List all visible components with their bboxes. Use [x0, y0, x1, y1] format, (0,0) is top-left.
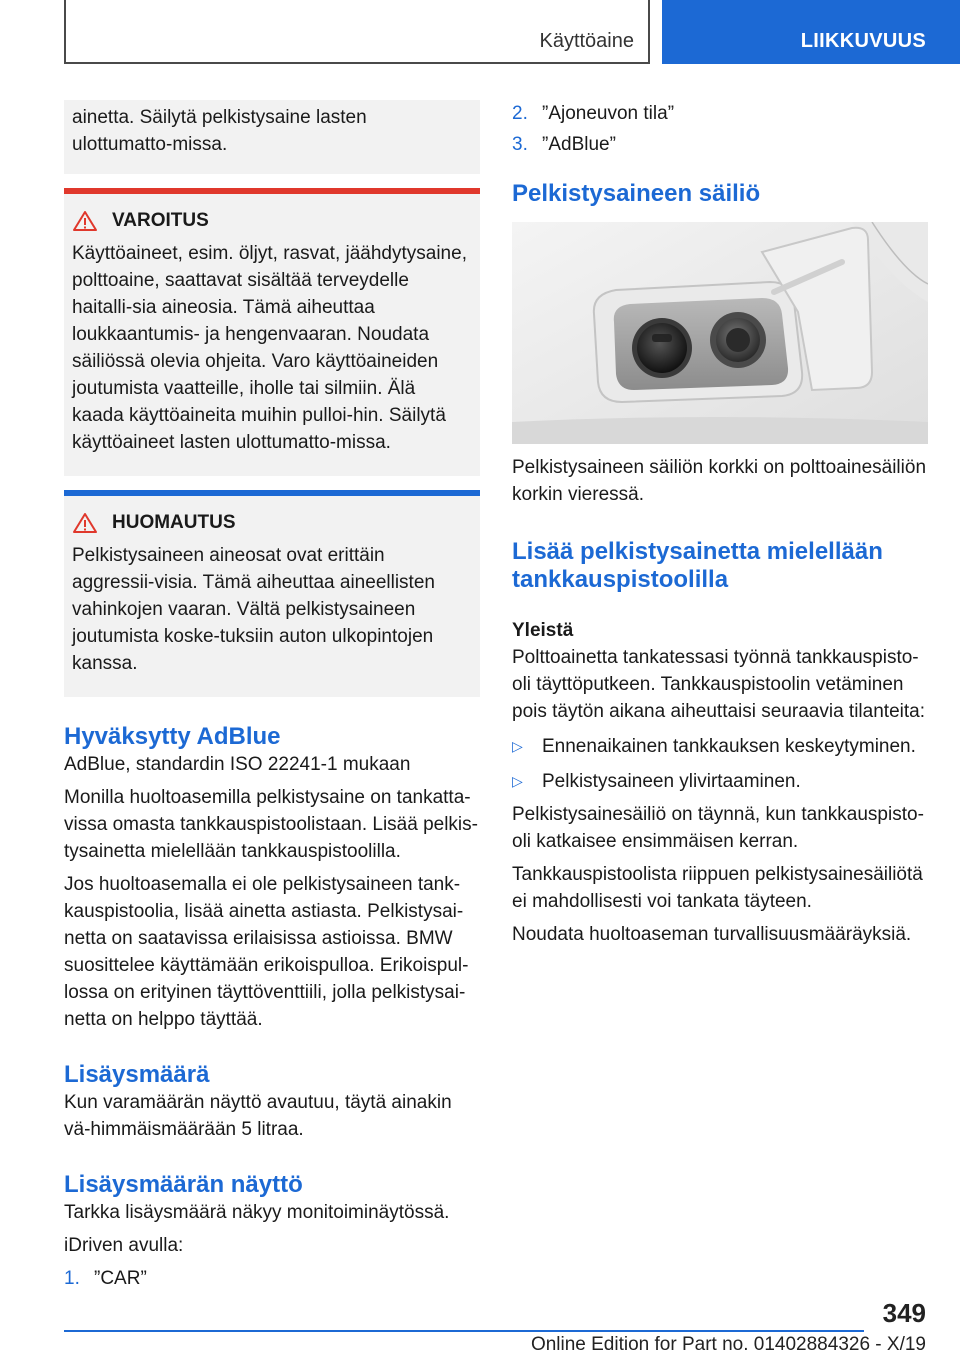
header-section-title: Käyttöaine [539, 30, 634, 52]
warning-box [64, 188, 480, 476]
refill-paragraph-4: Noudata huoltoaseman turvallisuusmääräyksiä. [512, 924, 912, 945]
subheading-general: Yleistä [512, 620, 574, 641]
note-continued-text: ainetta. Säilytä pelkistysaine lasten ulottumatto-missa. [72, 107, 367, 155]
note-box-continued [64, 100, 480, 174]
triangle-bullet-icon: ▷ [512, 738, 523, 754]
heading-approved-adblue: Hyväksytty AdBlue [64, 723, 281, 750]
footer-edition: Online Edition for Part no. 01402884326 - X/19 [530, 1334, 926, 1355]
approved-paragraph-3: Jos huoltoasemalla ei ole pelkistysaineen tank-kauspistoolia, lisää ainetta astiasta. Pelkistysai-netta on saatavissa erilaisissa astioissa. BMW suosittelee käyttämään erikoispulloa. Erikoispul-lossa on erityinen täyttöventtiili, jolla pelkistysai-netta on helppo täyttää. [64, 874, 469, 1030]
bullet-text: Pelkistysaineen ylivirtaaminen. [542, 771, 801, 792]
step-number: 3. [512, 134, 528, 155]
page-number: 349 [882, 1298, 926, 1328]
display-text-2: iDriven avulla: [64, 1235, 184, 1256]
caution-triangle-icon [72, 512, 98, 534]
warning-title: VAROITUS [112, 210, 209, 231]
heading-fill-amount-display: Lisäysmäärän näyttö [64, 1171, 303, 1198]
step-number: 1. [64, 1268, 80, 1289]
tank-cap-photo [512, 222, 928, 444]
header-chapter-tab [662, 0, 960, 64]
fill-amount-text: Kun varamäärän näyttö avautuu, täytä ainakin vä-himmäismäärään 5 litraa. [64, 1092, 452, 1140]
approved-paragraph-2: Monilla huoltoasemilla pelkistysaine on tankatta-vissa omasta tankkauspistoolistaan. Lisää pelkis-tysainetta mielellään tankkauspistoolilla. [64, 787, 478, 862]
header-chapter-title: LIIKKUVUUS [800, 30, 926, 52]
notice-title-row [72, 508, 472, 538]
notice-box [64, 490, 480, 697]
list-item [512, 768, 928, 795]
step-number: 2. [512, 103, 528, 124]
notice-title: HUOMAUTUS [112, 512, 236, 533]
warning-title-row [72, 206, 472, 236]
approved-standard-text: AdBlue, standardin ISO 22241-1 mukaan [64, 754, 411, 775]
list-item [64, 1265, 480, 1292]
list-item [512, 733, 928, 760]
heading-fill-amount: Lisäysmäärä [64, 1061, 210, 1088]
heading-tank: Pelkistysaineen säiliö [512, 180, 761, 207]
triangle-bullet-icon: ▷ [512, 773, 523, 789]
list-item [512, 131, 928, 158]
step-text: ”Ajoneuvon tila” [542, 103, 675, 124]
step-text: ”AdBlue” [542, 134, 616, 155]
step-text: ”CAR” [94, 1268, 147, 1289]
right-column [512, 100, 928, 948]
refill-paragraph-1: Polttoainetta tankatessasi työnnä tankkauspisto-oli täyttöputkeen. Tankkauspistoolin vetäminen pois täytön aikana aiheuttaisi seuraavia tilanteita: [512, 647, 925, 722]
display-text-1: Tarkka lisäysmäärä näkyy monitoiminäytössä. [64, 1202, 450, 1223]
refill-paragraph-3: Tankkauspistoolista riippuen pelkistysainesäiliötä ei mahdollisesti voi tankata täyteen. [512, 864, 923, 912]
tank-caption: Pelkistysaineen säiliön korkki on polttoainesäiliön korkin vieressä. [512, 457, 927, 505]
heading-refill-with-nozzle: Lisää pelkistysainetta mielellään tankkauspistoolilla [512, 538, 883, 593]
header-section-tab [64, 0, 650, 64]
warning-triangle-icon [72, 210, 98, 232]
refill-paragraph-2: Pelkistysainesäiliö on täynnä, kun tankkauspisto-oli katkaisee ensimmäisen kerran. [512, 804, 924, 852]
list-item [512, 100, 928, 127]
warning-text: Käyttöaineet, esim. öljyt, rasvat, jäähdytysaine, polttoaine, saattavat sisältää terveydelle haitalli-sia aineosia. Tämä aiheuttaa loukkaantumis- ja hengenvaaran. Noudata säiliössä olevia ohjeita. Varo käyttöaineiden joutumista vaatteille, iholle tai silmiin. Älä kaada käyttöaineita muihin pulloi-hin. Säilytä käyttöaineet lasten ulottumatto-missa. [72, 243, 467, 453]
bullet-text: Ennenaikainen tankkauksen keskeytyminen. [542, 736, 916, 757]
left-column [64, 100, 480, 1292]
notice-text: Pelkistysaineen aineosat ovat erittäin aggressii-visia. Tämä aiheuttaa aineellisten vahinkojen vaaran. Vältä pelkistysaineen joutumista koske-tuksiin auton ulkopintojen kanssa. [72, 545, 435, 674]
footer-divider [64, 1330, 864, 1332]
